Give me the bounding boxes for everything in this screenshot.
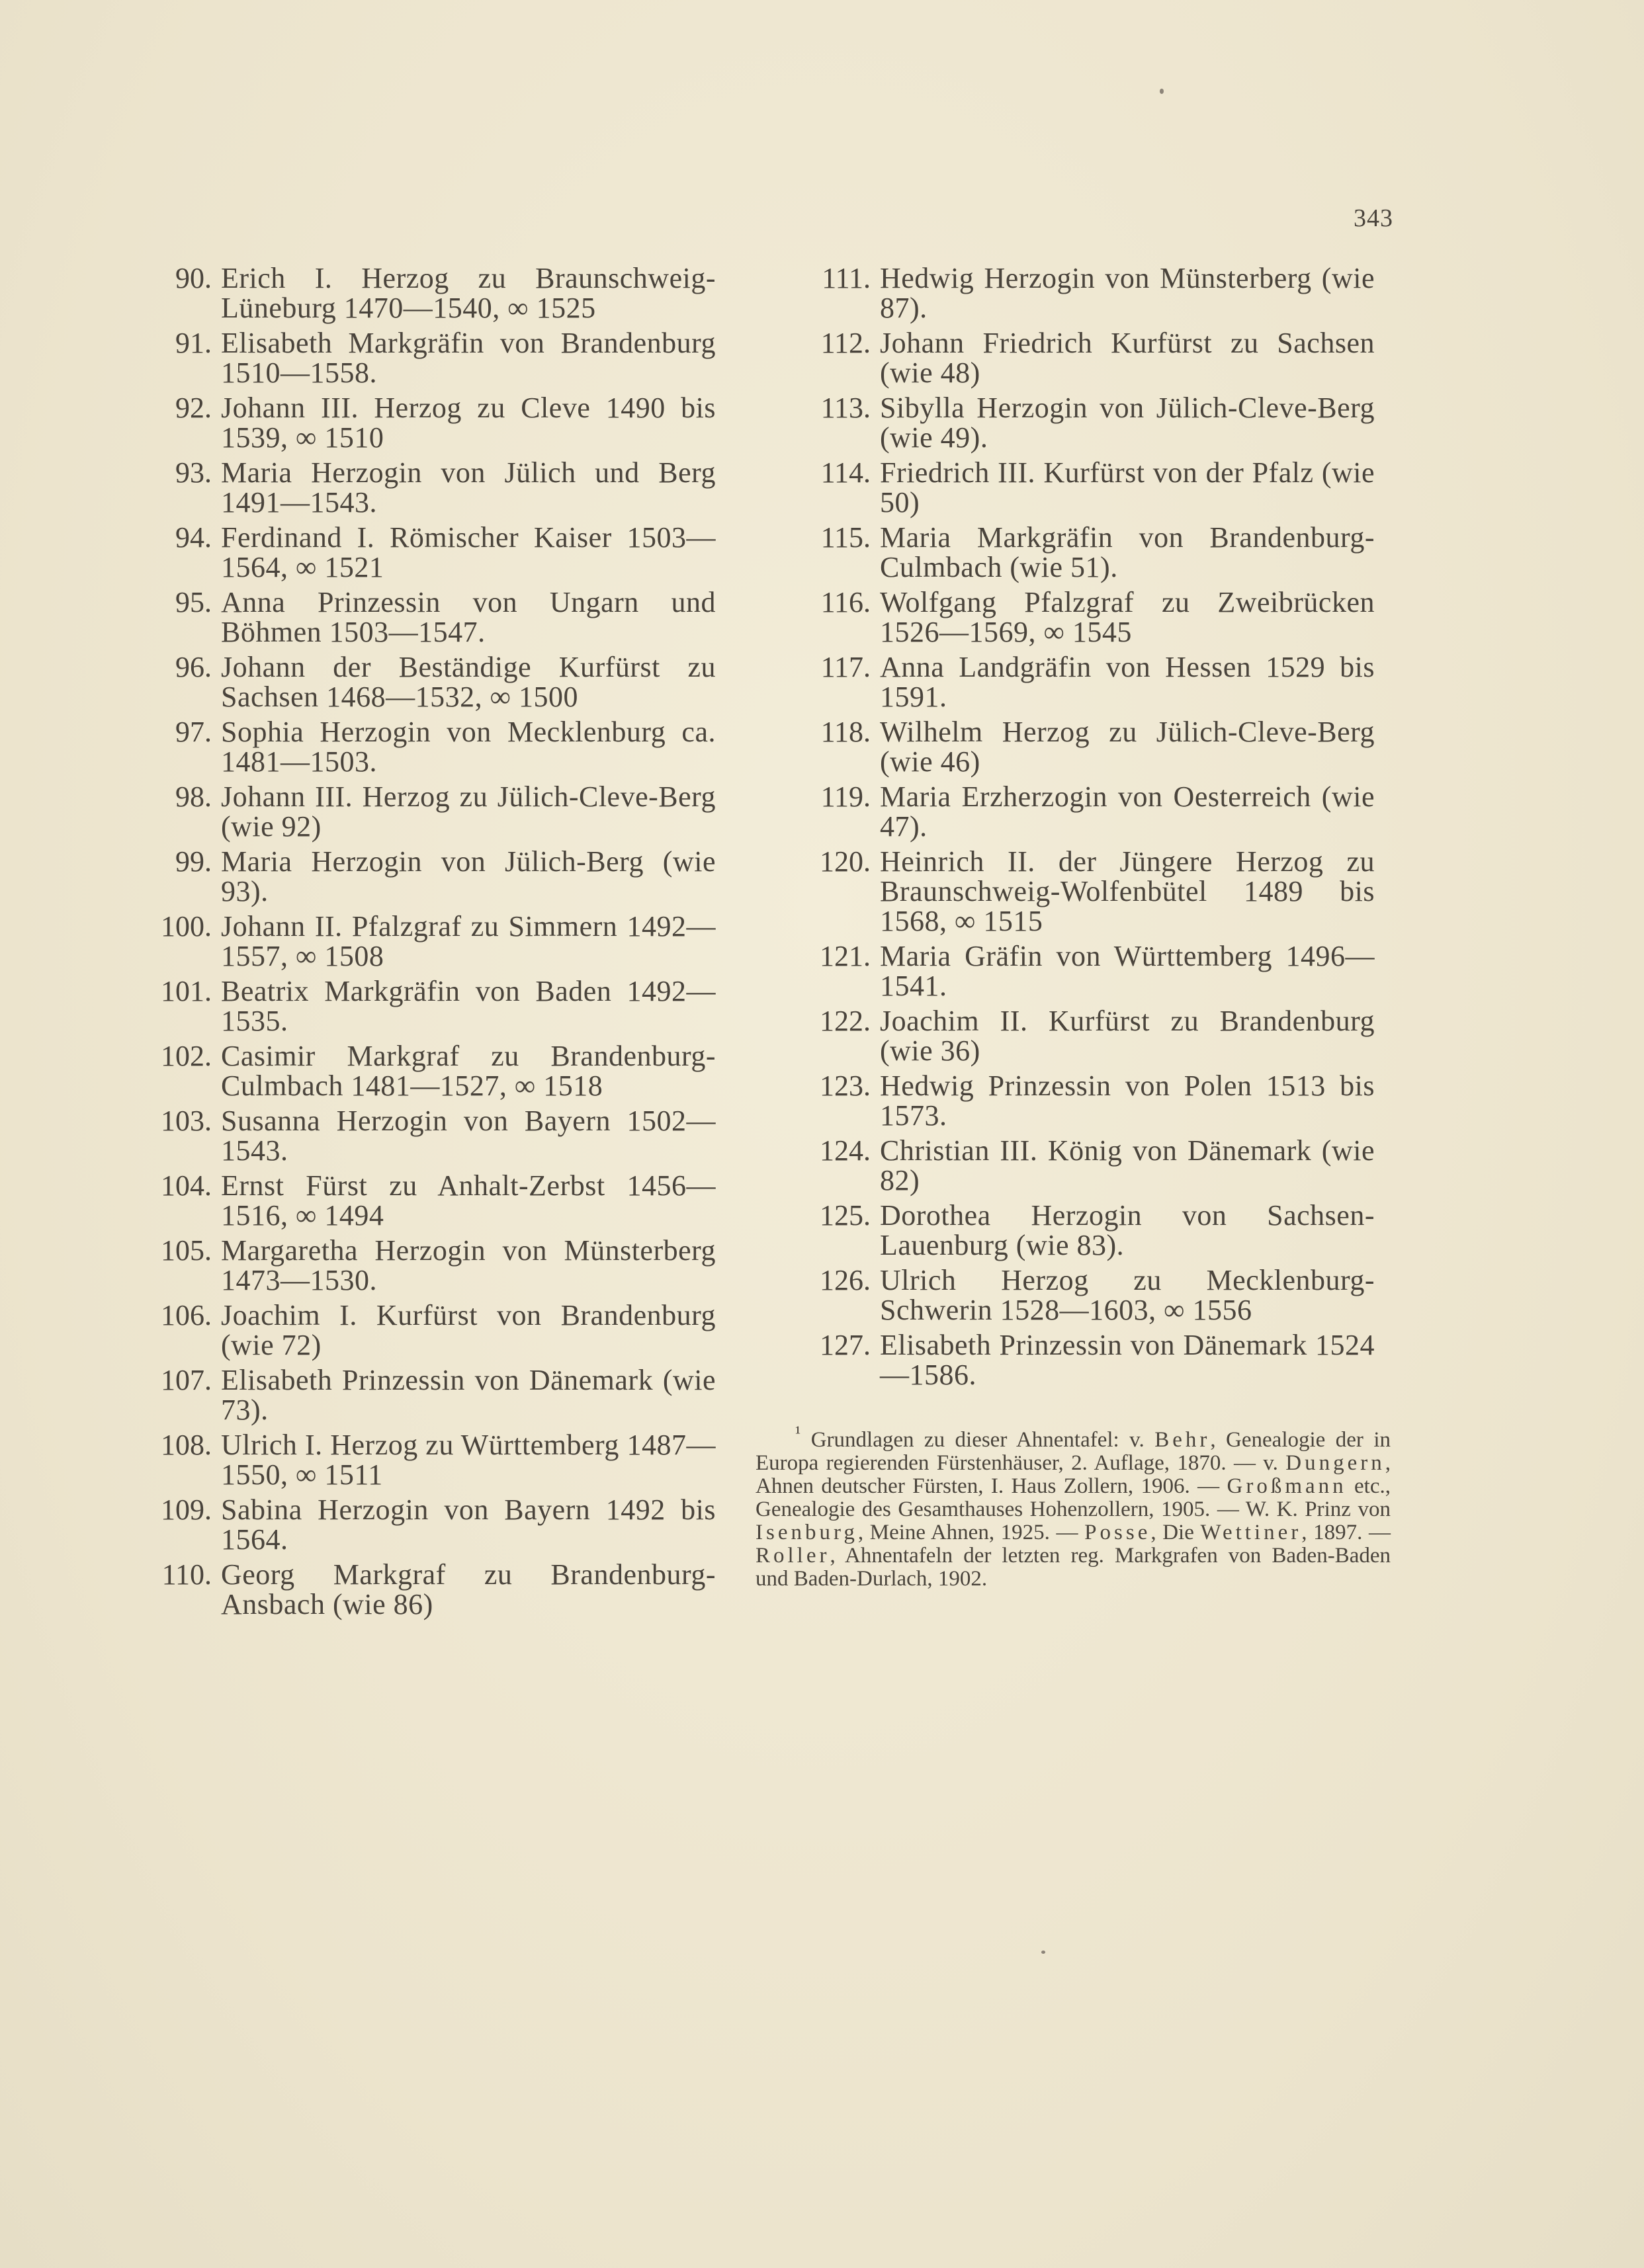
entry-number: 123. [820,1070,871,1102]
list-item [147,328,716,388]
entry-text: Hedwig Herzogin von Münsterberg (wie 87). [880,262,1375,324]
entry-number: 126. [820,1264,871,1296]
entry-text: Johann II. Pfalzgraf zu Simmern 1492—1557, ∞ 1508 [221,910,716,972]
entry-number: 114. [820,456,871,489]
entry-number: 118. [820,716,871,748]
author-name: Dungern [1285,1451,1385,1475]
entry-number: 125. [820,1199,871,1232]
author-name: Behr [1154,1428,1211,1452]
footnote-segment: , Ahnen deutscher Fürsten, I. Haus Zollern, 1906. — [756,1451,1391,1498]
entry-text: Elisabeth Prinzessin von Dänemark 1524—1586. [880,1329,1375,1391]
entry-text: Maria Markgräfin von Brandenburg-Culmbach (wie 51). [880,521,1375,583]
paper-speck [1160,89,1164,94]
entry-number: 96. [175,651,212,683]
entry-text: Friedrich III. Kurfürst von der Pfalz (wie 50) [880,456,1375,519]
list-item [806,652,1375,712]
footnote [756,1421,1391,1591]
entry-number: 90. [175,262,212,294]
list-item [147,1236,716,1295]
entry-text: Johann Friedrich Kurfürst zu Sachsen (wie 48) [880,327,1375,389]
entry-number: 117. [820,651,871,683]
entry-text: Hedwig Prinzessin von Polen 1513 bis 1573. [880,1070,1375,1132]
entry-text: Erich I. Herzog zu Braunschweig-Lüneburg 1470—1540, ∞ 1525 [221,262,716,324]
entry-number: 108. [161,1429,212,1461]
entry-text: Elisabeth Prinzessin von Dänemark (wie 73). [221,1364,716,1426]
list-item [147,393,716,452]
list-item [147,976,716,1036]
footnote-segment: , Meine Ahnen, 1925. — [857,1521,1085,1544]
footnote-segment: , Genealogie der in Europa regierenden Fürstenhäuser, 2. Auflage, 1870. — v. [756,1428,1391,1475]
list-item [806,941,1375,1001]
entry-text: Wilhelm Herzog zu Jülich-Cleve-Berg (wie 46) [880,716,1375,778]
list-item [806,328,1375,388]
entry-number: 121. [820,940,871,972]
entry-number: 116. [820,586,871,618]
entry-number: 101. [161,975,212,1007]
list-item [806,1006,1375,1066]
entry-number: 92. [175,392,212,424]
entry-number: 107. [161,1364,212,1396]
list-item [806,1200,1375,1260]
list-item [147,847,716,906]
entry-text: Dorothea Herzogin von Sachsen-Lauenburg (wie 83). [880,1199,1375,1261]
list-item [147,1171,716,1230]
author-name: Isenburg [756,1521,858,1544]
entry-number: 103. [161,1105,212,1137]
list-item [147,587,716,647]
entry-text: Johann der Beständige Kurfürst zu Sachsen 1468—1532, ∞ 1500 [221,651,716,713]
list-item [806,1330,1375,1390]
entry-number: 100. [161,910,212,943]
entry-number: 102. [161,1040,212,1072]
entry-number: 98. [175,780,212,813]
entry-number: 127. [820,1329,871,1361]
list-item [147,717,716,777]
entry-text: Susanna Herzogin von Bayern 1502—1543. [221,1105,716,1167]
entry-text: Anna Prinzessin von Ungarn und Böhmen 1503—1547. [221,586,716,648]
entry-number: 106. [161,1299,212,1331]
entry-text: Casimir Markgraf zu Brandenburg-Culmbach 1481—1527, ∞ 1518 [221,1040,716,1102]
entry-number: 104. [161,1169,212,1202]
entry-text: Sophia Herzogin von Mecklenburg ca. 1481—1503. [221,716,716,778]
list-item [147,1560,716,1619]
right-column [806,263,1375,1395]
page-number: 343 [1354,204,1393,232]
entry-text: Sibylla Herzogin von Jülich-Cleve-Berg (wie 49). [880,392,1375,454]
list-item [806,847,1375,936]
left-column [147,263,716,1624]
entry-number: 115. [820,521,871,554]
entry-number: 111. [822,262,871,294]
entry-text: Anna Landgräfin von Hessen 1529 bis 1591. [880,651,1375,713]
entry-number: 124. [820,1134,871,1167]
entry-number: 91. [175,327,212,359]
list-item [806,523,1375,582]
entry-number: 112. [820,327,871,359]
entry-text: Maria Herzogin von Jülich und Berg 1491—1543. [221,456,716,519]
entry-text: Ulrich Herzog zu Mecklenburg-Schwerin 1528—1603, ∞ 1556 [880,1264,1375,1326]
entry-number: 113. [820,392,871,424]
list-item [806,1265,1375,1325]
footnote-segment: Grundlagen zu dieser Ahnentafel: v. [810,1428,1155,1452]
entry-text: Christian III. König von Dänemark (wie 82) [880,1134,1375,1197]
entry-text: Ferdinand I. Römischer Kaiser 1503—1564, ∞ 1521 [221,521,716,583]
entry-text: Margaretha Herzogin von Münsterberg 1473—1530. [221,1234,716,1296]
entry-text: Sabina Herzogin von Bayern 1492 bis 1564. [221,1493,716,1556]
list-item [147,1430,716,1490]
entry-number: 97. [175,716,212,748]
entry-text: Johann III. Herzog zu Cleve 1490 bis 1539, ∞ 1510 [221,392,716,454]
footnote-marker: ¹ [795,1422,801,1443]
list-item [147,523,716,582]
list-item [147,911,716,971]
list-item [806,458,1375,517]
entry-number: 95. [175,586,212,618]
author-name: Roller [756,1544,830,1568]
list-item [147,1106,716,1165]
list-item [806,782,1375,841]
list-item [806,587,1375,647]
entry-text: Maria Gräfin von Württemberg 1496—1541. [880,940,1375,1002]
entry-text: Wolfgang Pfalzgraf zu Zweibrücken 1526—1569, ∞ 1545 [880,586,1375,648]
footnote-segment: , 1897. — [1301,1521,1391,1544]
footnote-segment: , Die [1150,1521,1201,1544]
list-item [147,263,716,323]
entry-number: 94. [175,521,212,554]
list-item [806,263,1375,323]
entry-text: Johann III. Herzog zu Jülich-Cleve-Berg (wie 92) [221,780,716,843]
entry-text: Georg Markgraf zu Brandenburg-Ansbach (wie 86) [221,1558,716,1620]
paper-speck [1041,1951,1045,1954]
list-item [147,458,716,517]
entry-text: Maria Erzherzogin von Oesterreich (wie 47). [880,780,1375,843]
entry-text: Ulrich I. Herzog zu Württemberg 1487—1550, ∞ 1511 [221,1429,716,1491]
entry-text: Ernst Fürst zu Anhalt-Zerbst 1456—1516, ∞ 1494 [221,1169,716,1232]
list-item [806,1136,1375,1195]
entry-text: Maria Herzogin von Jülich-Berg (wie 93). [221,845,716,907]
list-item [147,1300,716,1360]
author-name: Posse [1084,1521,1151,1544]
entry-number: 99. [175,845,212,878]
footnote-segment: , Ahnentafeln der letzten reg. Markgrafen von Baden-Baden und Baden-Durlach, 1902. [756,1544,1391,1591]
list-item [806,393,1375,452]
entry-text: Heinrich II. der Jüngere Herzog zu Braunschweig-Wolfenbütel 1489 bis 1568, ∞ 1515 [880,845,1375,937]
book-title: Wettiner [1200,1521,1302,1544]
list-item [147,1041,716,1101]
entry-number: 122. [820,1005,871,1037]
list-item [147,1365,716,1425]
entry-text: Elisabeth Markgräfin von Brandenburg 1510—1558. [221,327,716,389]
list-item [147,782,716,841]
entry-number: 119. [820,780,871,813]
entry-text: Joachim I. Kurfürst von Brandenburg (wie 72) [221,1299,716,1361]
list-item [806,717,1375,777]
list-item [147,1495,716,1554]
footnote-segment: etc., Genealogie des Gesamthauses Hohenzollern, 1905. — W. K. Prinz von [756,1474,1391,1521]
list-item [147,652,716,712]
list-item [806,1071,1375,1130]
entry-number: 110. [161,1558,212,1591]
entry-number: 93. [175,456,212,489]
author-name: Großmann [1227,1474,1347,1498]
entry-number: 109. [161,1493,212,1526]
footnote-text [756,1421,1391,1591]
entry-number: 105. [161,1234,212,1267]
entry-text: Joachim II. Kurfürst zu Brandenburg (wie 36) [880,1005,1375,1067]
entry-text: Beatrix Markgräfin von Baden 1492—1535. [221,975,716,1037]
entry-number: 120. [820,845,871,878]
